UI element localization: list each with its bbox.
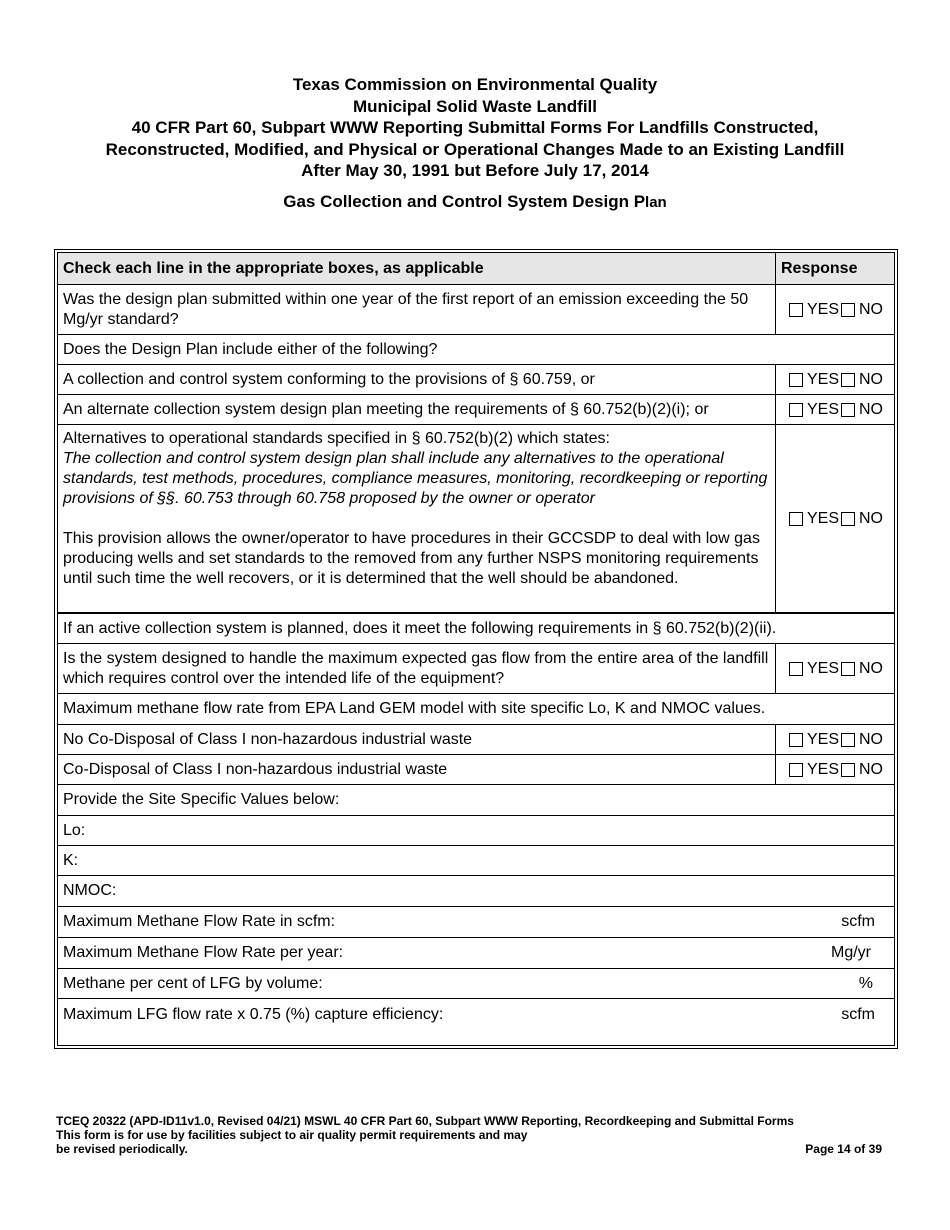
max-year-label: Maximum Methane Flow Rate per year:: [63, 944, 344, 961]
design-plan-table: [54, 249, 898, 1049]
section-title: [0, 192, 950, 212]
yes-no-group: [776, 365, 894, 394]
scfm-unit: scfm: [841, 913, 875, 930]
table-row: [58, 284, 894, 334]
table-header-row: [58, 253, 894, 284]
no-label: NO: [859, 730, 883, 748]
max-scfm-field[interactable]: [58, 907, 894, 937]
header-question: Check each line in the appropriate boxes, as applicable: [58, 253, 776, 284]
form-title-line-2: Reconstructed, Modified, and Physical or Operational Changes Made to an Existing Landfill: [105, 139, 845, 159]
table-row: [58, 784, 894, 815]
question-text: Is the system designed to handle the maximum expected gas flow from the entire area of the landfill which requires control over the intended life of the equipment?: [58, 644, 776, 693]
yes-checkbox[interactable]: [789, 512, 803, 526]
form-revision-note: be revised periodically.: [56, 1142, 188, 1156]
lo-label: Lo:: [63, 821, 86, 839]
no-checkbox[interactable]: [841, 733, 855, 747]
max-year-row: [58, 937, 894, 968]
yes-label: YES: [806, 370, 839, 388]
no-checkbox[interactable]: [841, 403, 855, 417]
yes-label: YES: [806, 300, 839, 318]
question-text: Co-Disposal of Class I non-hazardous industrial waste: [58, 755, 776, 784]
no-label: NO: [859, 509, 883, 527]
question-text: Maximum methane flow rate from EPA Land GEM model with site specific Lo, K and NMOC values.: [63, 700, 766, 717]
methane-pct-row: [58, 968, 894, 998]
max-scfm-label: Maximum Methane Flow Rate in scfm:: [63, 913, 336, 930]
no-checkbox[interactable]: [841, 512, 855, 526]
form-header: [0, 74, 950, 212]
methane-pct-label: Methane per cent of LFG by volume:: [63, 974, 323, 992]
scfm-unit: scfm: [841, 1006, 875, 1023]
yes-checkbox[interactable]: [789, 373, 803, 387]
table-row: [58, 394, 894, 424]
yes-checkbox[interactable]: [789, 763, 803, 777]
regulation-quote: The collection and control system design plan shall include any alternatives to the operational standards, test methods, procedures, compliance measures, monitoring, recordkeeping or reporting provisions of §§. 60.753 through 60.758 proposed by the owner or operator: [63, 450, 768, 507]
agency-title: Texas Commission on Environmental Quality: [292, 75, 658, 94]
yes-no-group: [776, 425, 894, 612]
k-field[interactable]: [58, 846, 894, 875]
form-id: TCEQ 20322 (APD-ID11v1.0, Revised 04/21) MSWL 40 CFR Part 60, Subpart WWW Reporting, Recordkeeping and Submittal Forms: [56, 1114, 794, 1128]
yes-label: YES: [806, 659, 839, 677]
lo-row: [58, 815, 894, 845]
question-text: Was the design plan submitted within one year of the first report of an emission exceeding the 50 Mg/yr standard?: [58, 285, 776, 334]
no-label: NO: [859, 370, 883, 388]
yes-label: YES: [806, 730, 839, 748]
page-number: Page 14 of 39: [805, 1142, 882, 1156]
form-title-line-1: 40 CFR Part 60, Subpart WWW Reporting Submittal Forms For Landfills Constructed,: [131, 118, 819, 137]
table-row: [58, 754, 894, 784]
no-label: NO: [859, 659, 883, 677]
no-label: NO: [859, 300, 883, 318]
yes-no-group: [776, 755, 894, 784]
yes-checkbox[interactable]: [789, 662, 803, 676]
lfg-capture-label: Maximum LFG flow rate x 0.75 (%) capture efficiency:: [63, 1006, 444, 1023]
table-row: [58, 724, 894, 754]
percent-unit: %: [858, 974, 873, 992]
table-row: [58, 643, 894, 693]
max-year-field[interactable]: [58, 938, 894, 968]
yes-no-group: [776, 725, 894, 754]
max-scfm-row: [58, 906, 894, 937]
nmoc-row: [58, 875, 894, 906]
question-block: [58, 425, 776, 612]
yes-label: YES: [806, 760, 839, 778]
header-response: Response: [781, 259, 858, 277]
methane-pct-field[interactable]: [58, 969, 894, 998]
section-title-tail: lan: [645, 193, 667, 211]
table-row: [58, 364, 894, 394]
table-row: [58, 424, 894, 612]
k-row: [58, 845, 894, 875]
yes-label: YES: [806, 400, 839, 418]
question-text: If an active collection system is planned, does it meet the following requirements in § 60.752(b)(2)(ii).: [63, 619, 777, 637]
no-label: NO: [859, 400, 883, 418]
lfg-capture-row: [58, 998, 894, 1045]
question-text: An alternate collection system design plan meeting the requirements of § 60.752(b)(2)(i); or: [58, 395, 776, 424]
yes-no-group: [776, 644, 894, 693]
question-text: Does the Design Plan include either of the following?: [63, 340, 438, 358]
form-usage-note: This form is for use by facilities subject to air quality permit requirements and may: [56, 1128, 528, 1142]
lfg-capture-field[interactable]: [58, 1005, 894, 1029]
no-checkbox[interactable]: [841, 763, 855, 777]
form-category: Municipal Solid Waste Landfill: [353, 96, 597, 116]
question-intro: Alternatives to operational standards specified in § 60.752(b)(2) which states:: [63, 430, 610, 447]
lo-field[interactable]: [58, 816, 894, 845]
table-row: [58, 612, 894, 643]
yes-checkbox[interactable]: [789, 403, 803, 417]
no-checkbox[interactable]: [841, 373, 855, 387]
nmoc-label: NMOC:: [63, 882, 117, 899]
table-row: [58, 693, 894, 724]
no-label: NO: [859, 760, 883, 778]
table-row: [58, 334, 894, 364]
question-text: A collection and control system conforming to the provisions of § 60.759, or: [58, 365, 776, 394]
provision-note: This provision allows the owner/operator to have procedures in their GCCSDP to deal with low gas producing wells and set standards to the removed from any further NSPS monitoring requirements until such time the well recovers, or it is determined that the well should be abandoned.: [63, 530, 760, 587]
yes-checkbox[interactable]: [789, 733, 803, 747]
yes-checkbox[interactable]: [789, 303, 803, 317]
nmoc-field[interactable]: [58, 876, 894, 906]
k-label: K:: [63, 851, 79, 869]
yes-label: YES: [806, 509, 839, 527]
question-text: Provide the Site Specific Values below:: [63, 791, 340, 808]
mg-yr-unit: Mg/yr: [831, 944, 871, 961]
section-title-main: Gas Collection and Control System Design P: [283, 191, 646, 211]
yes-no-group: [776, 395, 894, 424]
form-title-line-3: After May 30, 1991 but Before July 17, 2014: [301, 161, 649, 180]
question-text: No Co-Disposal of Class I non-hazardous industrial waste: [58, 725, 776, 754]
page-footer: [56, 1114, 882, 1156]
yes-no-group: [776, 285, 894, 334]
no-checkbox[interactable]: [841, 662, 855, 676]
no-checkbox[interactable]: [841, 303, 855, 317]
